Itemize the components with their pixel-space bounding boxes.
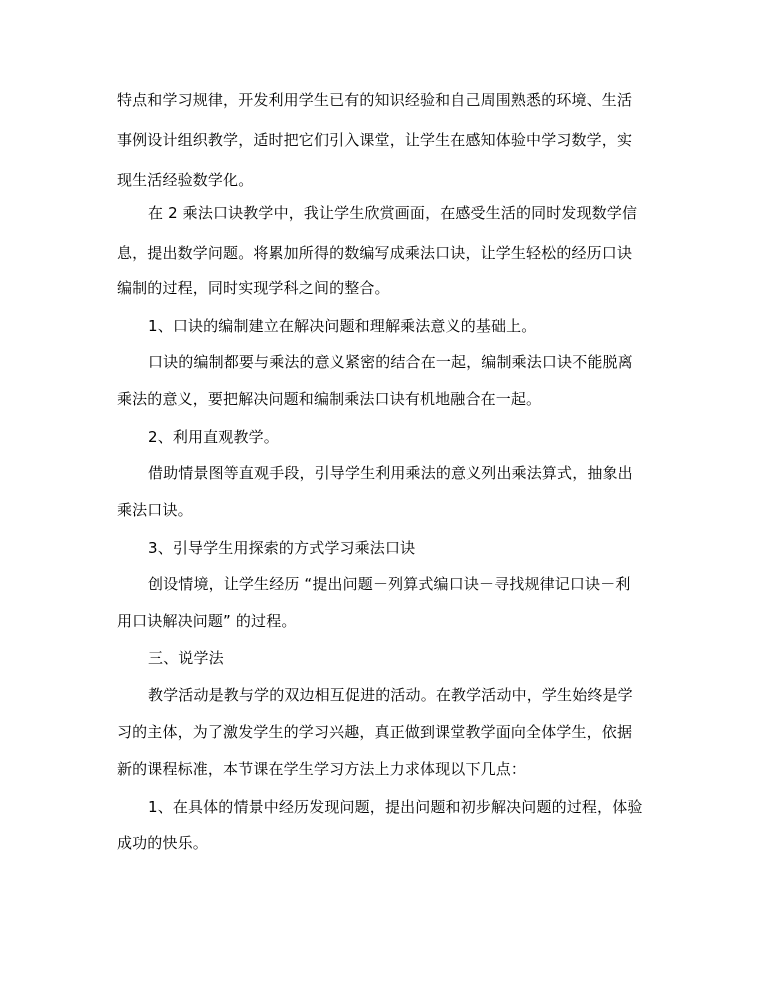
text-line-19: 新的课程标准，本节课在学生学习方法上力求体现以下几点： <box>117 760 527 778</box>
text-line-4: 在 2 乘法口诀教学中，我让学生欣赏画面，在感受生活的同时发现数学信 <box>148 204 638 222</box>
text-line-10: 2、利用直观教学。 <box>148 428 279 446</box>
text-line-9: 乘法的意义，要把解决问题和编制乘法口诀有机地融合在一起。 <box>117 390 542 408</box>
text-line-17: 教学活动是教与学的双边相互促进的活动。在教学活动中，学生始终是学 <box>148 686 633 704</box>
text-line-11: 借助情景图等直观手段，引导学生利用乘法的意义列出乘法算式，抽象出 <box>148 464 633 482</box>
text-line-16: 三、说学法 <box>148 649 224 667</box>
text-line-15: 用口诀解决问题” 的过程。 <box>117 612 297 630</box>
text-line-6: 编制的过程，同时实现学科之间的整合。 <box>117 279 390 297</box>
text-line-5: 息，提出数学问题。将累加所得的数编写成乘法口诀，让学生轻松的经历口诀 <box>117 244 633 262</box>
text-line-20: 1、在具体的情景中经历发现问题，提出问题和初步解决问题的过程，体验 <box>148 798 643 816</box>
text-line-1: 特点和学习规律，开发利用学生已有的知识经验和自己周围熟悉的环境、生活 <box>117 91 633 109</box>
text-line-2: 事例设计组织教学，适时把它们引入课堂，让学生在感知体验中学习数学，实 <box>117 131 633 149</box>
text-line-12: 乘法口诀。 <box>117 501 193 519</box>
text-line-18: 习的主体，为了激发学生的学习兴趣，真正做到课堂教学面向全体学生，依据 <box>117 723 633 741</box>
text-line-8: 口诀的编制都要与乘法的意义紧密的结合在一起，编制乘法口诀不能脱离 <box>148 353 633 371</box>
text-line-14: 创设情境，让学生经历 “提出问题－列算式编口诀－寻找规律记口诀－利 <box>148 575 631 593</box>
text-line-3: 现生活经验数学化。 <box>117 171 254 189</box>
text-line-7: 1、口诀的编制建立在解决问题和理解乘法意义的基础上。 <box>148 317 537 335</box>
text-line-13: 3、引导学生用探索的方式学习乘法口诀 <box>148 539 416 557</box>
text-line-21: 成功的快乐。 <box>117 834 208 852</box>
